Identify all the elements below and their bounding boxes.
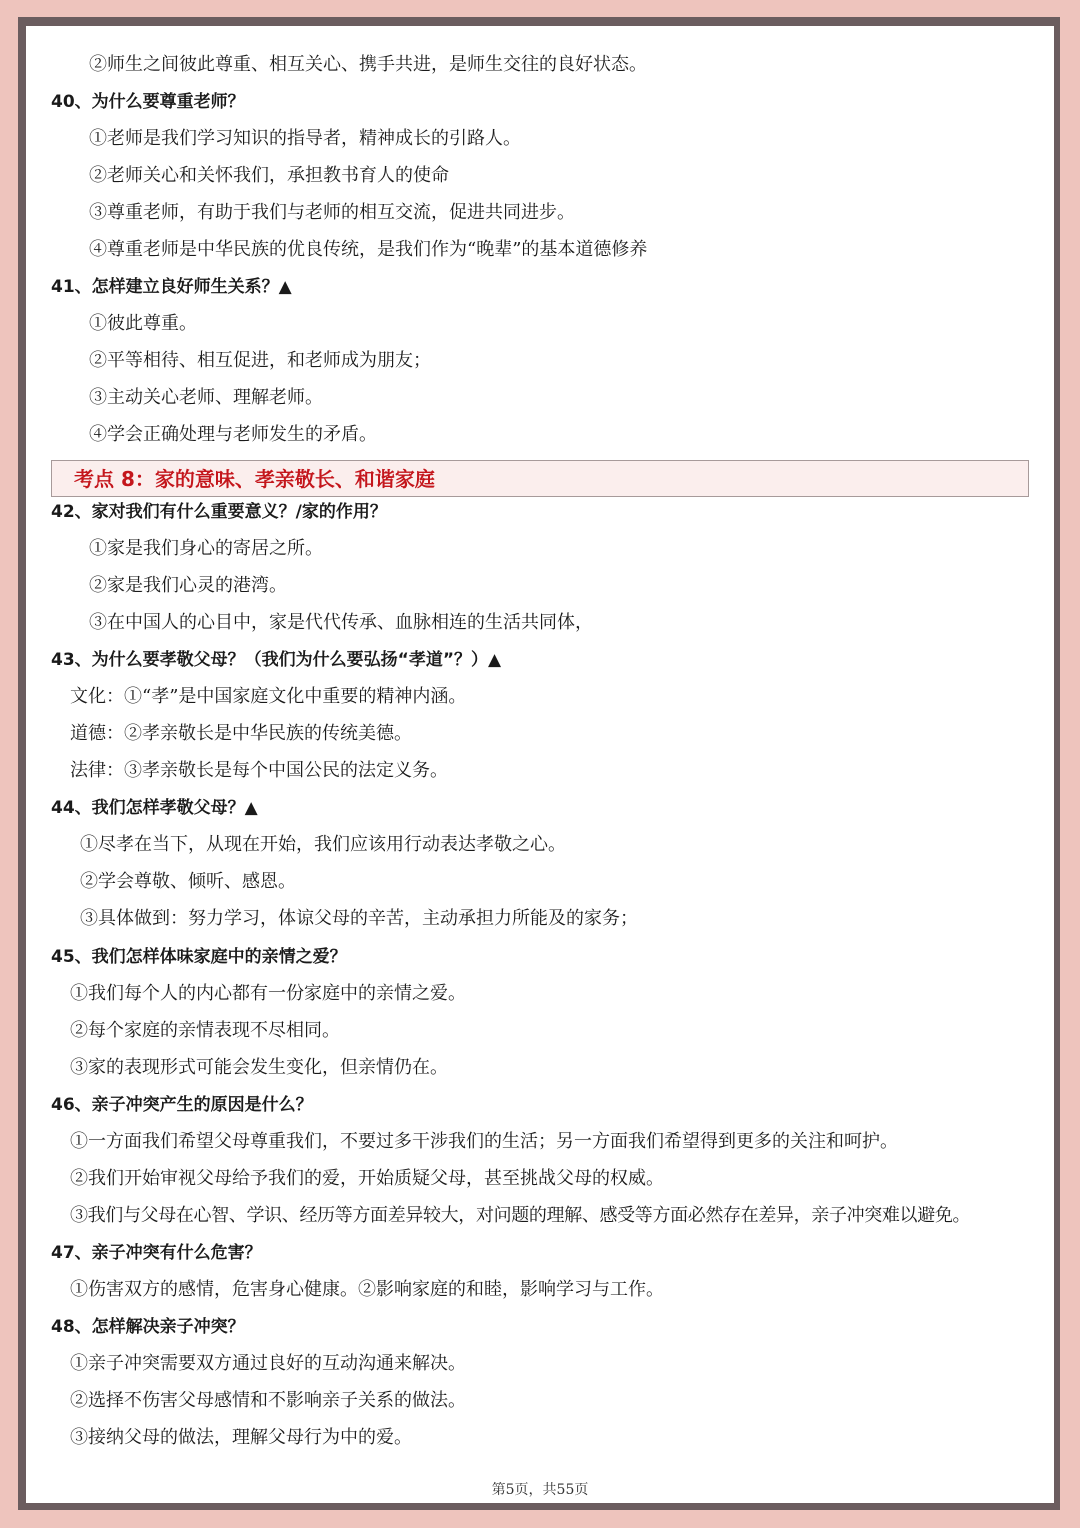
answer-line: ③主动关心老师、理解老师。 (89, 387, 323, 408)
answer-line: ②每个家庭的亲情表现不尽相同。 (70, 1020, 340, 1041)
answer-line: ②我们开始审视父母给予我们的爱，开始质疑父母，甚至挑战父母的权威。 (70, 1168, 664, 1189)
answer-line: ①伤害双方的感情，危害身心健康。②影响家庭的和睦，影响学习与工作。 (70, 1279, 664, 1300)
answer-line: ③我们与父母在心智、学识、经历等方面差异较大，对问题的理解、感受等方面必然存在差异，亲子冲突难以避免。 (70, 1205, 971, 1226)
answer-line: ③接纳父母的做法，理解父母行为中的爱。 (70, 1427, 412, 1448)
question-heading: 40、为什么要尊重老师？ (51, 92, 245, 112)
question-heading: 44、我们怎样孝敬父母？▲ (51, 798, 258, 818)
question-heading: 43、为什么要孝敬父母？（我们为什么要弘扬“孝道”？）▲ (51, 650, 502, 670)
question-heading: 45、我们怎样体味家庭中的亲情之爱？ (51, 947, 347, 967)
answer-line: ④尊重老师是中华民族的优良传统，是我们作为“晚辈”的基本道德修养 (89, 239, 648, 260)
answer-line: 文化：①“孝”是中国家庭文化中重要的精神内涵。 (70, 686, 467, 707)
answer-line: ①亲子冲突需要双方通过良好的互动沟通来解决。 (70, 1353, 466, 1374)
answer-line: ①彼此尊重。 (89, 313, 197, 334)
answer-line: ①家是我们身心的寄居之所。 (89, 538, 323, 559)
answer-line: ②学会尊敬、倾听、感恩。 (80, 871, 296, 892)
page-number-footer: 第5页，共55页 (491, 1482, 589, 1498)
answer-line: ②师生之间彼此尊重、相互关心、携手共进，是师生交往的良好状态。 (89, 54, 647, 75)
answer-line: ①我们每个人的内心都有一份家庭中的亲情之爱。 (70, 983, 466, 1004)
answer-line: ④学会正确处理与老师发生的矛盾。 (89, 424, 377, 445)
answer-line: ①一方面我们希望父母尊重我们，不要过多干涉我们的生活；另一方面我们希望得到更多的关注和呵护。 (70, 1131, 898, 1152)
answer-line: ②选择不伤害父母感情和不影响亲子关系的做法。 (70, 1390, 466, 1411)
answer-line: ①老师是我们学习知识的指导者，精神成长的引路人。 (89, 128, 521, 149)
answer-line: ②平等相待、相互促进，和老师成为朋友； (89, 350, 431, 371)
question-heading: 48、怎样解决亲子冲突？ (51, 1317, 245, 1337)
question-heading: 46、亲子冲突产生的原因是什么？ (51, 1095, 313, 1115)
answer-line: 道德：②孝亲敬长是中华民族的传统美德。 (70, 723, 412, 744)
answer-line: ③家的表现形式可能会发生变化，但亲情仍在。 (70, 1057, 448, 1078)
question-heading: 41、怎样建立良好师生关系？▲ (51, 277, 292, 297)
answer-line: ①尽孝在当下，从现在开始，我们应该用行动表达孝敬之心。 (80, 834, 566, 855)
answer-line: ③具体做到：努力学习，体谅父母的辛苦，主动承担力所能及的家务； (80, 908, 638, 929)
answer-line: ③尊重老师，有助于我们与老师的相互交流，促进共同进步。 (89, 202, 575, 223)
question-heading: 42、家对我们有什么重要意义？/家的作用？ (51, 502, 387, 522)
answer-line: ③在中国人的心目中，家是代代传承、血脉相连的生活共同体， (89, 612, 593, 633)
answer-line: ②家是我们心灵的港湾。 (89, 575, 287, 596)
answer-line: 法律：③孝亲敬长是每个中国公民的法定义务。 (70, 760, 448, 781)
answer-line: ②老师关心和关怀我们，承担教书育人的使命 (89, 165, 449, 186)
question-heading: 47、亲子冲突有什么危害？ (51, 1243, 262, 1263)
section-title: 考点 8：家的意味、孝亲敬长、和谐家庭 (74, 467, 435, 491)
